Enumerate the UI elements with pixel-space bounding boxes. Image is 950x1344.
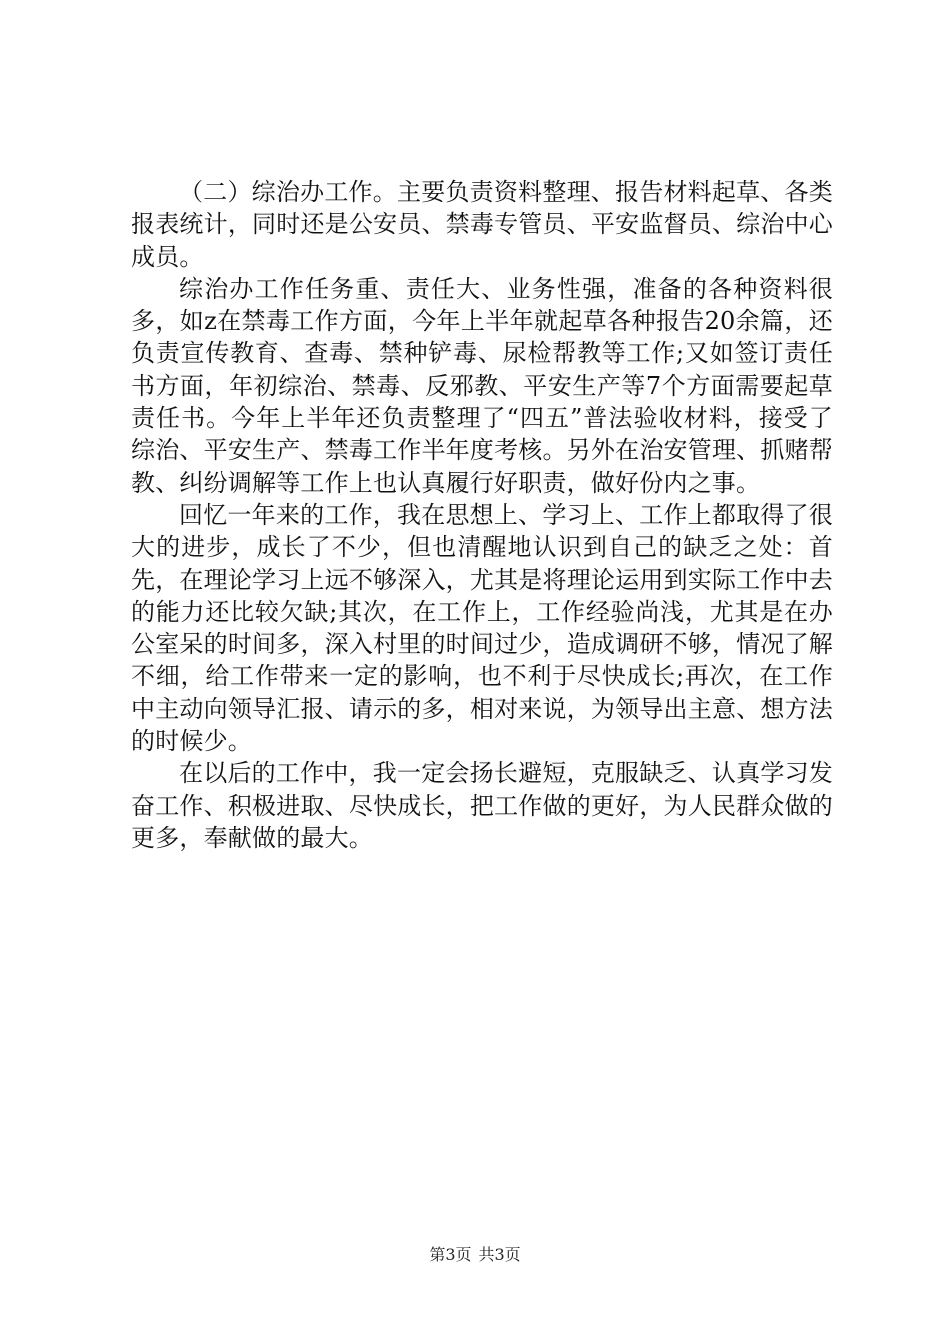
paragraph-work-details: 综治办工作任务重、责任大、业务性强，准备的各种资料很多，如z在禁毒工作方面，今年上半年就起草各种报告20余篇，还负责宣传教育、查毒、禁种铲毒、尿检帮教等工作;又如签订责任书方面，年初综治、禁毒、反邪教、平安生产等7个方面需要起草责任书。今年上半年还负责整理了“四五”普法验收材料，接受了综治、平安生产、禁毒工作半年度考核。另外在治安管理、抓赌帮教、纠纷调解等工作上也认真履行好职责，做好份内之事。 xyxy=(131,274,833,497)
page-number-total: 共3页 xyxy=(478,1245,521,1264)
page-footer xyxy=(0,1244,950,1266)
document-body xyxy=(131,176,833,854)
paragraph-office-duties: （二）综治办工作。主要负责资料整理、报告材料起草、各类报表统计，同时还是公安员、禁毒专管员、平安监督员、综治中心成员。 xyxy=(131,178,833,271)
paragraph-future-commitment: 在以后的工作中，我一定会扬长避短，克服缺乏、认真学习发奋工作、积极进取、尽快成长，把工作做的更好，为人民群众做的更多，奉献做的最大。 xyxy=(131,759,833,852)
page-number-current: 第3页 xyxy=(429,1245,472,1264)
paragraph-self-review: 回忆一年来的工作，我在思想上、学习上、工作上都取得了很大的进步，成长了不少，但也清醒地认识到自己的缺乏之处：首先，在理论学习上远不够深入，尤其是将理论运用到实际工作中去的能力还比较欠缺;其次，在工作上，工作经验尚浅，尤其是在办公室呆的时间多，深入村里的时间过少，造成调研不够，情况了解不细，给工作带来一定的影响，也不利于尽快成长;再次，在工作中主动向领导汇报、请示的多，相对来说，为领导出主意、想方法的时候少。 xyxy=(131,500,833,756)
